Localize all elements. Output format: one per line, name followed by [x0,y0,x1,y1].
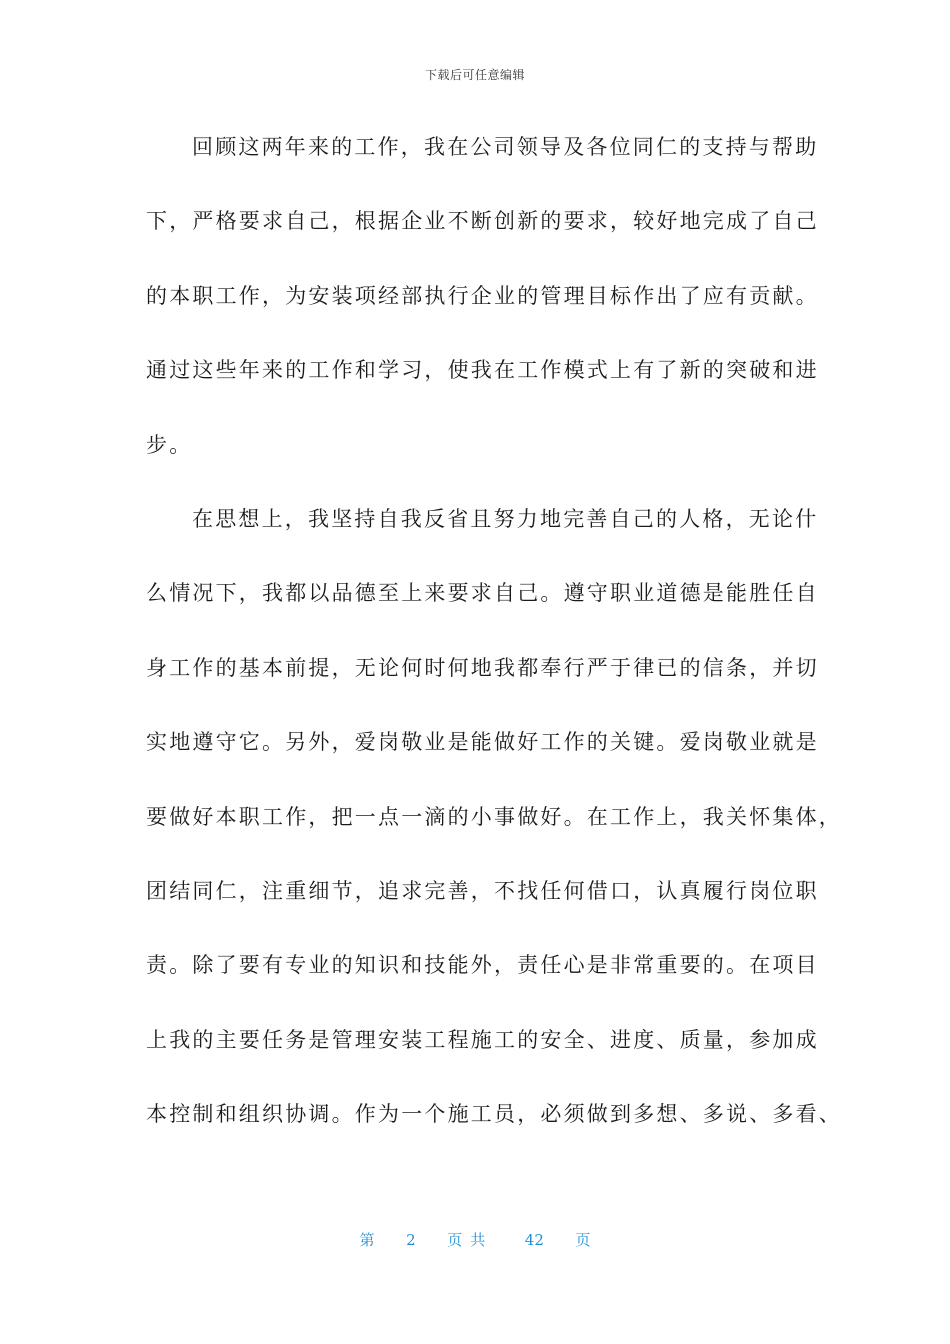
paragraph-1-line-4: 通过这些年来的工作和学习，使我在工作模式上有了新的突破和进 [146,358,819,383]
current-page-number: 2 [406,1231,416,1249]
paragraph-2-line-5: 要做好本职工作，把一点一滴的小事做好。在工作上，我关怀集体， [146,804,842,829]
page-header: 下载后可任意编辑 [424,68,525,82]
document-body [146,127,842,1168]
footer-middle: 页共 [447,1231,494,1249]
paragraph-1-line-3: 的本职工作，为安装项经部执行企业的管理目标作出了应有贡献。 [146,283,819,308]
footer-prefix: 第 [359,1231,375,1249]
paragraph-1-line-5: 步。 [146,432,193,457]
paragraph-2-line-2: 么情况下，我都以品德至上来要求自己。遵守职业道德是能胜任自 [146,581,819,606]
paragraph-2-line-4: 实地遵守它。另外，爱岗敬业是能做好工作的关键。爱岗敬业就是 [146,730,819,755]
paragraph-2-line-9: 本控制和组织协调。作为一个施工员，必须做到多想、多说、多看、 [146,1102,842,1127]
total-page-count: 42 [524,1231,544,1249]
paragraph-1-line-2: 下，严格要求自己，根据企业不断创新的要求，较好地完成了自己 [146,209,819,234]
paragraph-2-line-1: 在思想上，我坚持自我反省且努力地完善自己的人格，无论什 [192,506,819,531]
paragraph-2-line-8: 上我的主要任务是管理安装工程施工的安全、进度、质量，参加成 [146,1027,819,1052]
paragraph-1-line-1: 回顾这两年来的工作，我在公司领导及各位同仁的支持与帮助 [192,135,819,159]
footer-suffix: 页 [575,1231,591,1249]
paragraph-2-line-3: 身工作的基本前提，无论何时何地我都奉行严于律已的信条，并切 [146,655,819,680]
paragraph-2-line-7: 责。除了要有专业的知识和技能外，责任心是非常重要的。在项目 [146,953,819,978]
paragraph-2-line-6: 团结同仁，注重细节，追求完善，不找任何借口，认真履行岗位职 [146,878,819,903]
page-footer [0,1229,950,1250]
